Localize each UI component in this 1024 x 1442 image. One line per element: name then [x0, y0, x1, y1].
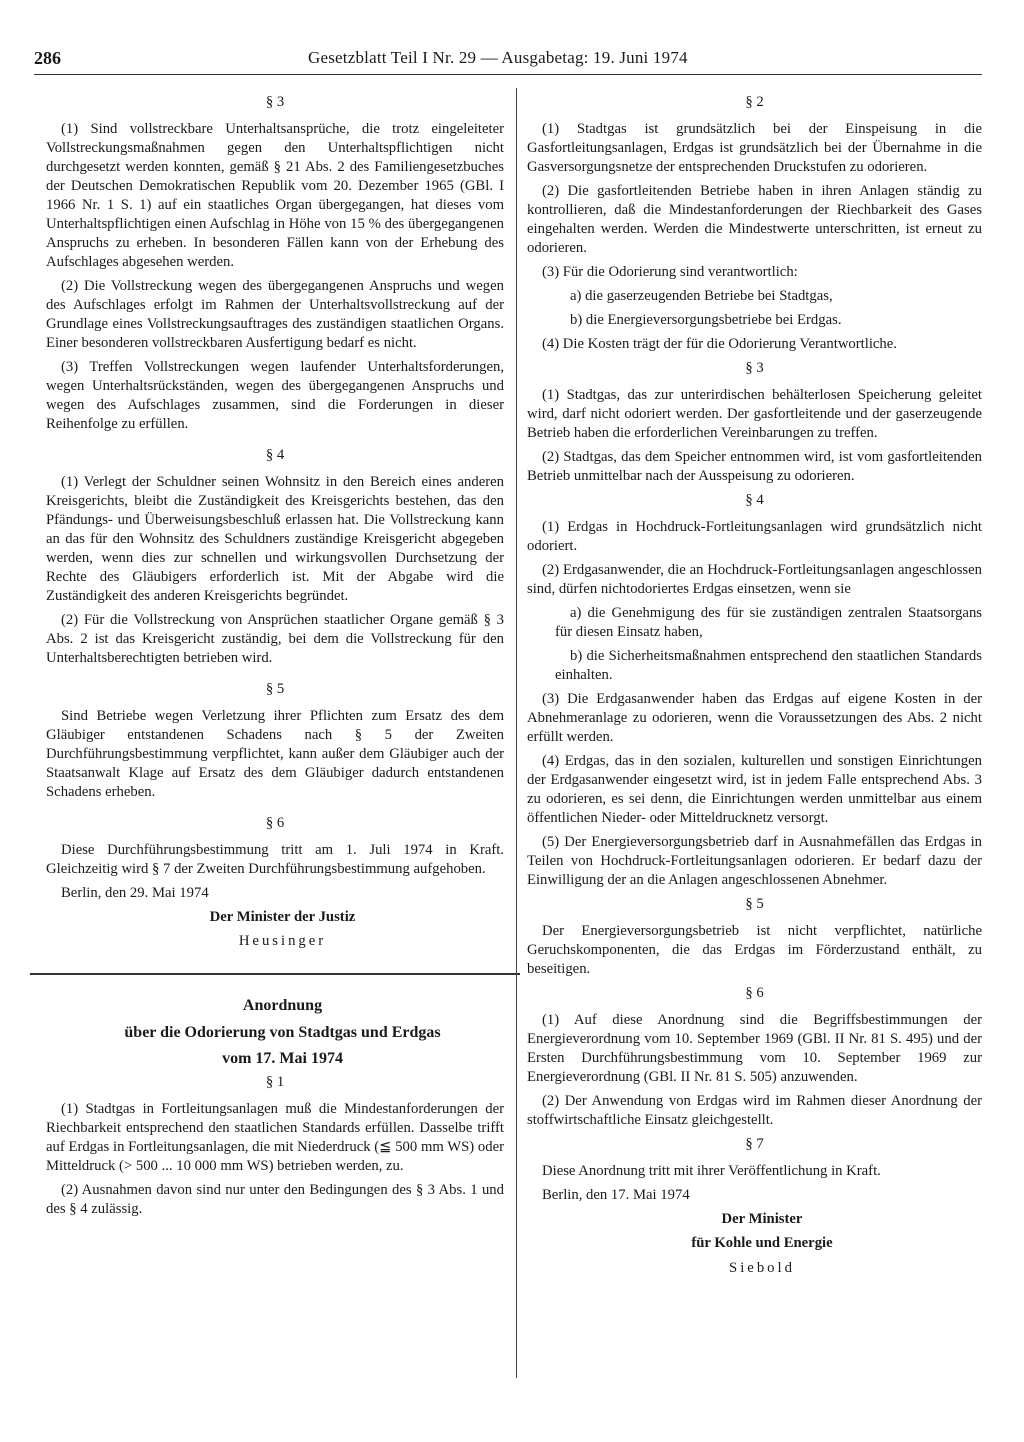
section-heading: § 4 — [745, 492, 764, 508]
paragraph: Diese Anordnung tritt mit ihrer Veröffentlichung in Kraft. — [542, 1163, 881, 1179]
paragraph: (2) Für die Vollstreckung von Ansprüchen staatlicher Organe gemäß § 3 Abs. 2 ist das Kreisgericht zuständig, bei dem die Vollstreckung für den Unterhaltsberechtigten betrieben wird. — [46, 612, 504, 666]
paragraph: (1) Erdgas in Hochdruck-Fortleitungsanlagen wird grundsätzlich nicht odoriert. — [527, 519, 982, 554]
list-item: b) die Sicherheitsmaßnahmen entsprechend den staatlichen Standards einhalten. — [555, 648, 982, 683]
place-date: Berlin, den 17. Mai 1974 — [542, 1187, 690, 1203]
running-head: Gesetzblatt Teil I Nr. 29 — Ausgabetag: 19. Juni 1974 — [308, 48, 688, 67]
list-item: a) die Genehmigung des für sie zuständigen zentralen Staatsorgans für diesen Einsatz haben, — [555, 605, 982, 640]
list-item: a) die gaserzeugenden Betriebe bei Stadtgas, — [570, 288, 833, 304]
signature: Heusinger — [238, 933, 327, 949]
paragraph: (4) Erdgas, das in den sozialen, kulturellen und sonstigen Einrichtungen der Erdgasanwender eingesetzt wird, ist in jedem Falle entsprechend Abs. 3 zu odorieren, es sei denn, die Einrichtungen werden unmittelbar aus einem öffentlichen Nieder- oder Mitteldrucknetz versorgt. — [527, 753, 982, 826]
paragraph: (1) Stadtgas ist grundsätzlich bei der Einspeisung in die Gasfortleitungsanlagen, Erdgas ist grundsätzlich bei der Übernahme in die Gasversorgungsnetze der entsprechenden Druckstufen zu odorieren. — [527, 121, 982, 175]
paragraph: (2) Erdgasanwender, die an Hochdruck-Fortleitungsanlagen angeschlossen sind, dürfen nichtodoriertes Erdgas einsetzen, wenn sie — [527, 562, 982, 597]
paragraph: (2) Stadtgas, das dem Speicher entnommen wird, ist vom gasfortleitenden Betrieb unmittelbar nach der Ausspeisung zu odorieren. — [527, 449, 982, 484]
section-heading: § 3 — [745, 360, 764, 376]
official-title: für Kohle und Energie — [691, 1235, 833, 1251]
paragraph: (3) Die Erdgasanwender haben das Erdgas auf eigene Kosten in der Abnehmeranlage zu odorieren, wenn die Voraussetzungen des Abs. 2 nicht erfüllt werden. — [527, 691, 982, 745]
paragraph: (3) Für die Odorierung sind verantwortlich: — [542, 264, 798, 280]
section-heading: § 4 — [265, 447, 285, 463]
decree-subtitle: über die Odorierung von Stadtgas und Erdgas — [124, 1024, 441, 1041]
signature: Siebold — [729, 1260, 795, 1276]
paragraph: (1) Verlegt der Schuldner seinen Wohnsitz in den Bereich eines anderen Kreisgerichts, bleibt die Zuständigkeit des Kreisgerichts bestehen, das den Pfändungs- und Überweisungsbeschluß erlassen hat. Die Vollstreckung kann an das für den Wohnsitz des Schuldners zuständige Kreisgericht abgegeben werden, wenn dies zur schnellen und wirkungsvollen Durchsetzung der Rechte des Gläubigers erforderlich ist. Mit der Abgabe wird die Zuständigkeit des anderen Kreisgerichts begründet. — [46, 474, 504, 604]
list-item: b) die Energieversorgungsbetriebe bei Erdgas. — [570, 312, 842, 328]
paragraph: (3) Treffen Vollstreckungen wegen laufender Unterhaltsforderungen, wegen Unterhaltsrückständen, wegen des übergegangenen Anspruchs und wegen des Aufschlages zusammen, sind die Forderungen in dieser Reihenfolge zu erfüllen. — [46, 359, 504, 432]
paragraph: (4) Die Kosten trägt der für die Odorierung Verantwortliche. — [542, 336, 897, 352]
official-title: Der Minister der Justiz — [209, 909, 356, 925]
paragraph: (1) Auf diese Anordnung sind die Begriffsbestimmungen der Energieverordnung vom 10. September 1969 (GBl. II Nr. 81 S. 495) und der Ersten Durchführungsbestimmung vom 10. September 1969 zur Energieverordnung (GBl. II Nr. 81 S. 505) anzuwenden. — [527, 1012, 982, 1085]
paragraph: Sind Betriebe wegen Verletzung ihrer Pflichten zum Ersatz des dem Gläubiger entstandenen Schadens nach § 5 der Zweiten Durchführungsbestimmung verpflichtet, kann außer dem Gläubiger auch der Staatsanwalt Klage auf Ersatz des dem Gläubiger dadurch entstandenen Schadens erheben. — [46, 708, 504, 800]
section-heading: § 2 — [745, 94, 764, 110]
decree-title: Anordnung — [242, 997, 323, 1014]
section-heading: § 7 — [745, 1136, 764, 1152]
paragraph: (1) Sind vollstreckbare Unterhaltsansprüche, die trotz eingeleiteter Vollstreckungsmaßnahmen gegen den Unterhaltspflichtigen nicht durchgesetzt werden konnten, gemäß § 21 Abs. 2 des Familiengesetzbuches der Deutschen Demokratischen Republik vom 20. Dezember 1965 (GBl. I 1966 Nr. 1 S. 1) auf ein staatliches Organ übergegangen, hat dieses vom Unterhaltspflichtigen einen Aufschlag in Höhe von 15 % des übergegangenen Anspruchs zu erheben. In besonderen Fällen kann von der Erhebung des Aufschlages abgesehen werden. — [46, 121, 504, 270]
decree-date: vom 17. Mai 1974 — [222, 1050, 343, 1067]
paragraph: Diese Durchführungsbestimmung tritt am 1. Juli 1974 in Kraft. Gleichzeitig wird § 7 der Zweiten Durchführungsbestimmung aufgehoben. — [46, 842, 504, 877]
paragraph: (5) Der Energieversorgungsbetrieb darf in Ausnahmefällen das Erdgas in Teilen von Hochdruck-Fortleitungsanlagen odorieren. Er bedarf dazu der Einwilligung der an die Anlagen angeschlossenen Abnehmer. — [527, 834, 982, 888]
left-column — [46, 93, 504, 1224]
section-heading: § 3 — [265, 94, 285, 110]
section-heading: § 6 — [745, 985, 764, 1001]
right-column — [527, 93, 982, 1283]
place-date: Berlin, den 29. Mai 1974 — [61, 885, 209, 901]
paragraph: Der Energieversorgungsbetrieb ist nicht verpflichtet, natürliche Geruchskomponenten, die das Erdgas im Förderzustand enthält, zu beseitigen. — [527, 923, 982, 977]
paragraph: (2) Die gasfortleitenden Betriebe haben in ihren Anlagen ständig zu kontrollieren, daß die Mindestanforderungen der Riechbarkeit des Gases eingehalten werden. Werden die Mindestwerte unterschritten, ist erneut zu odorieren. — [527, 183, 982, 256]
header-rule — [34, 74, 982, 75]
section-heading: § 1 — [265, 1074, 285, 1090]
paragraph: (2) Die Vollstreckung wegen des übergegangenen Anspruchs und wegen des Aufschlages erfolgt im Rahmen der Unterhaltsvollstreckung auf der Grundlage eines Vollstreckungsauftrages des zuständigen staatlichen Organs. Einer besonderen vollstreckbaren Ausfertigung bedarf es nicht. — [46, 278, 504, 351]
page-number: 286 — [34, 48, 61, 68]
official-title: Der Minister — [721, 1211, 803, 1227]
section-divider — [30, 973, 520, 975]
paragraph: (2) Der Anwendung von Erdgas wird im Rahmen dieser Anordnung der stoffwirtschaftliche Einsatz gleichgestellt. — [527, 1093, 982, 1128]
section-heading: § 5 — [265, 681, 285, 697]
paragraph: (1) Stadtgas in Fortleitungsanlagen muß die Mindestanforderungen der Riechbarkeit entsprechend den staatlichen Standards erfüllen. Dasselbe trifft auf Erdgas in Fortleitungsanlagen, die mit Niederdruck (≦ 500 mm WS) oder Mitteldruck (> 500 ... 10 000 mm WS) betrieben werden, zu. — [46, 1101, 504, 1174]
section-heading: § 6 — [265, 815, 285, 831]
page-header — [0, 0, 1024, 80]
section-heading: § 5 — [745, 896, 764, 912]
column-divider — [516, 88, 517, 1378]
paragraph: (2) Ausnahmen davon sind nur unter den Bedingungen des § 3 Abs. 1 und des § 4 zulässig. — [46, 1182, 504, 1217]
paragraph: (1) Stadtgas, das zur unterirdischen behälterlosen Speicherung geleitet wird, darf nicht odoriert werden. Der gasfortleitende und der gaserzeugende Betrieb haben die erforderlichen Vereinbarungen zu treffen. — [527, 387, 982, 441]
